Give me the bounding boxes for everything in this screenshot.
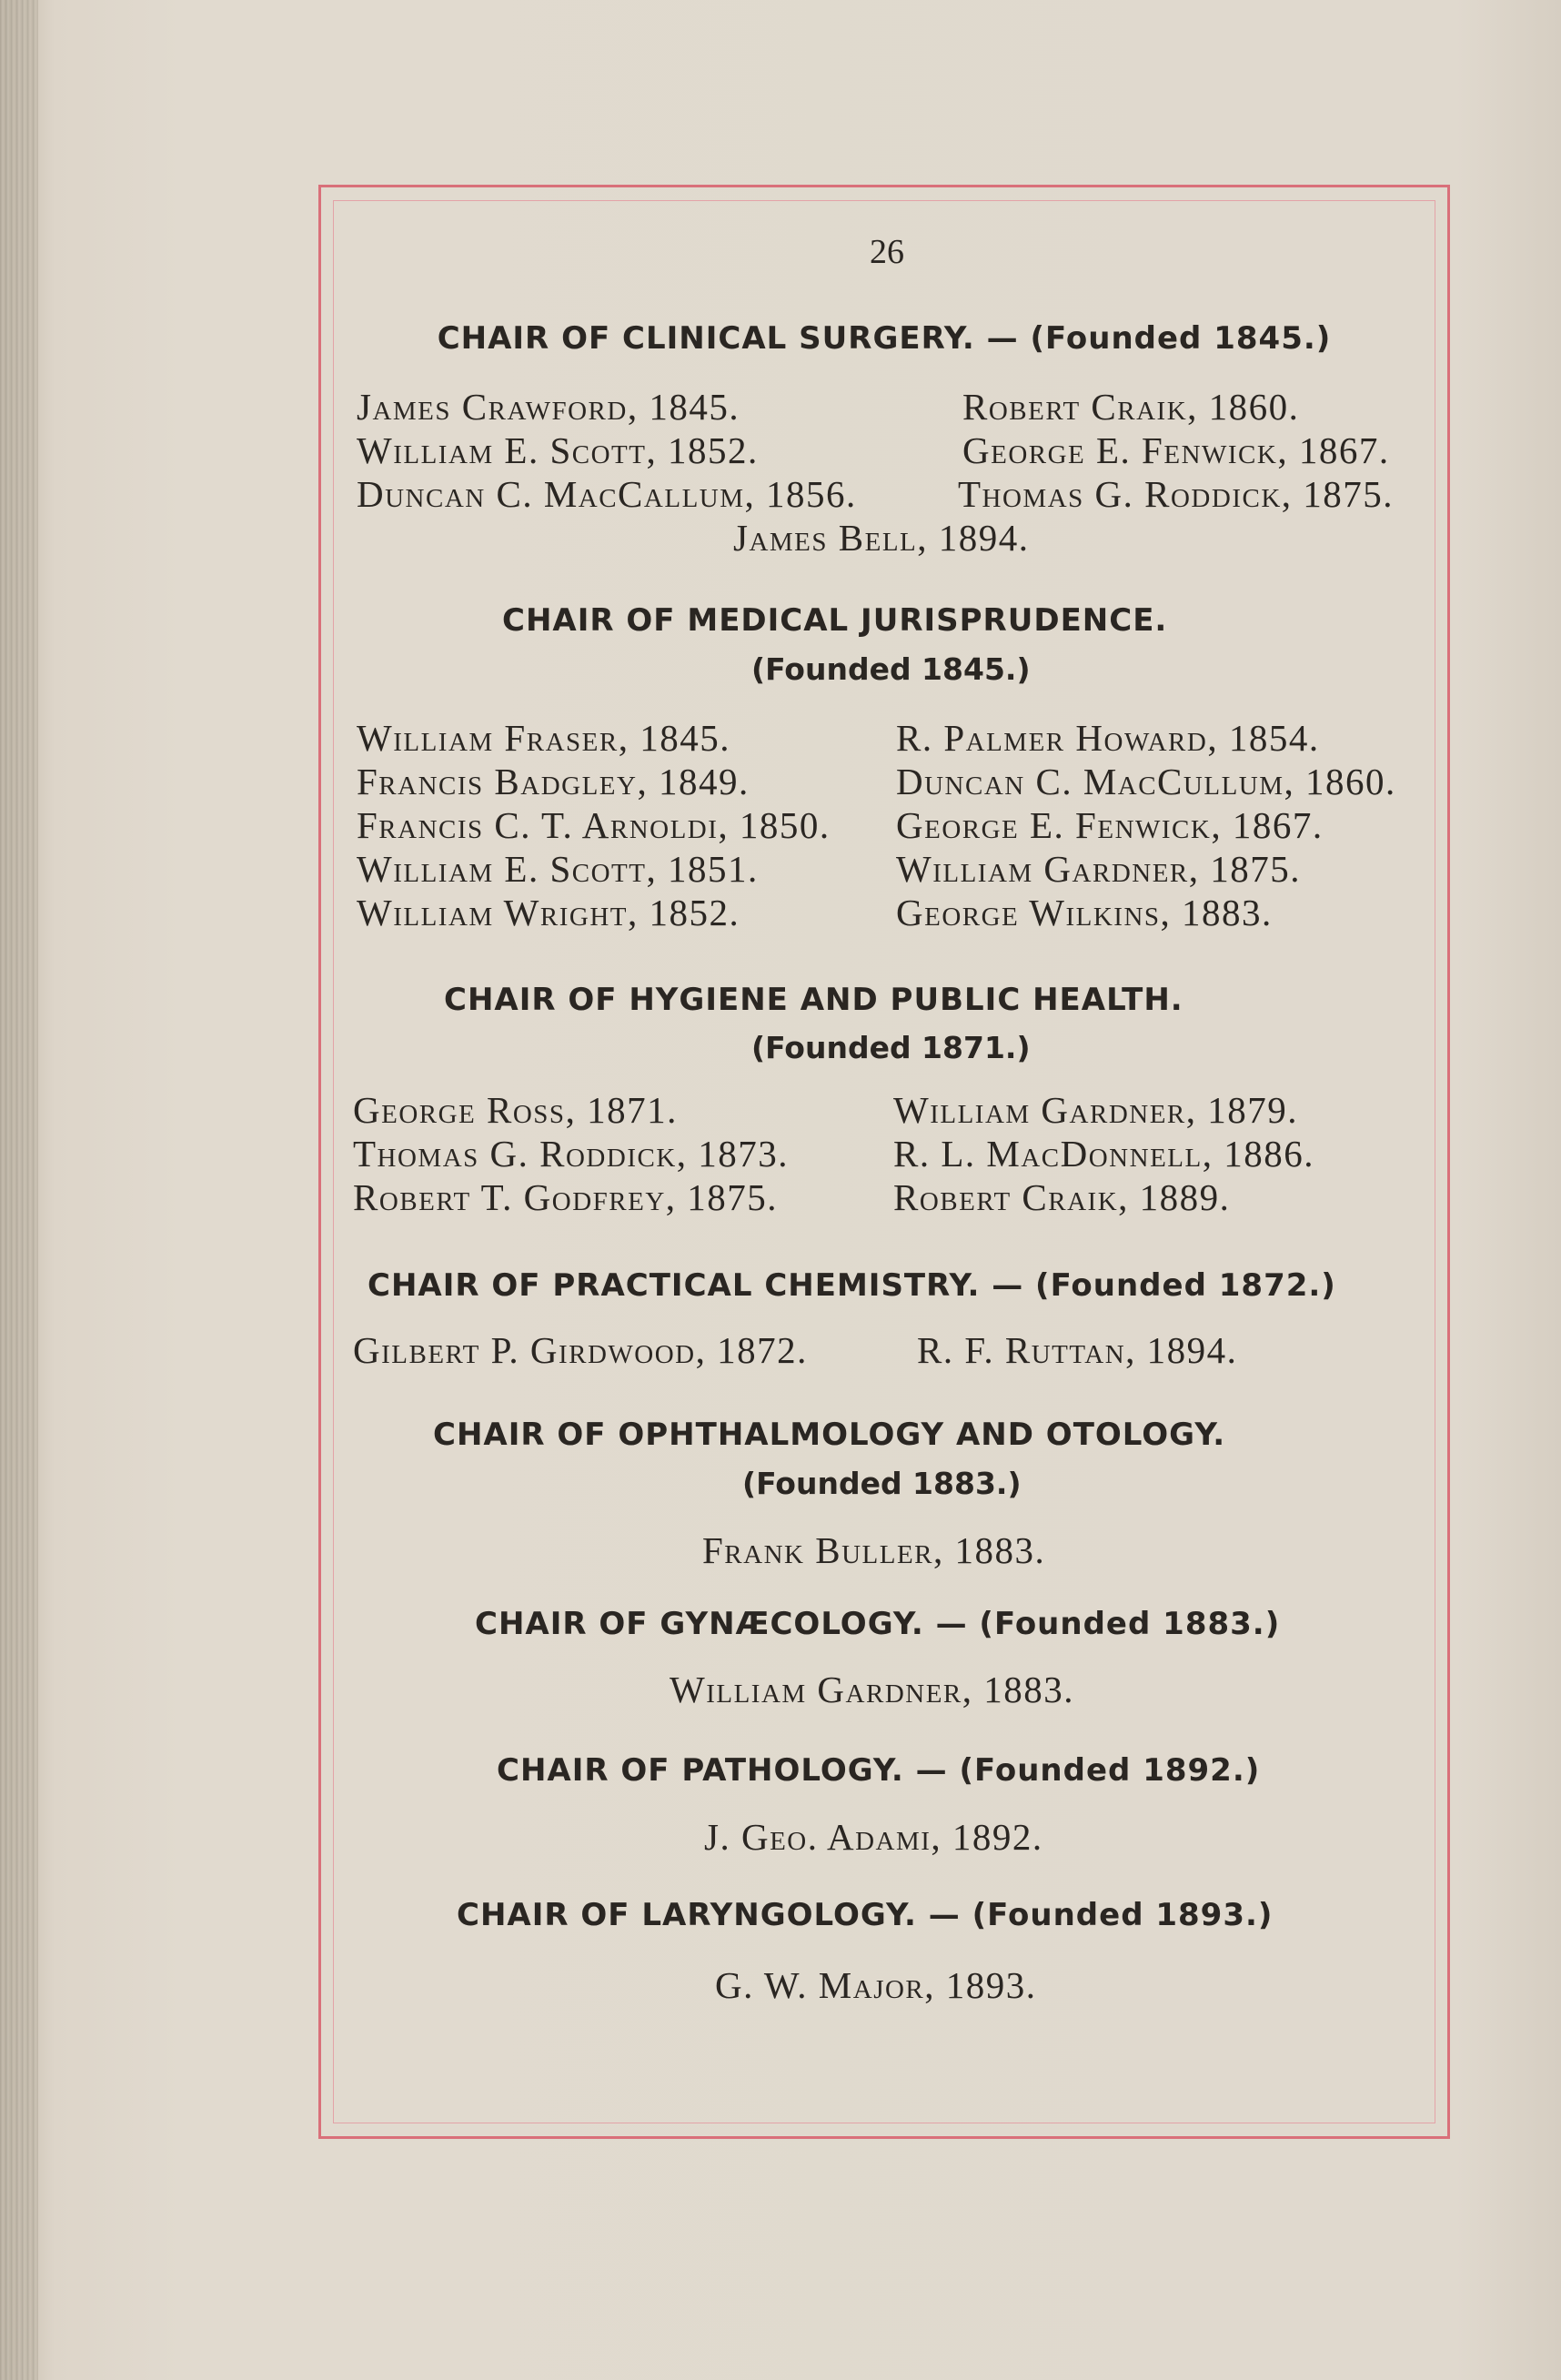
list-item: James Crawford, 1845. [357, 386, 740, 428]
list-item: Robert Craik, 1889. [893, 1176, 1231, 1218]
list-item: G. W. Major, 1893. [715, 1964, 1037, 2006]
section-heading-medical-jurisprudence: CHAIR OF MEDICAL JURISPRUDENCE. [502, 602, 1168, 639]
list-item: William Fraser, 1845. [357, 717, 730, 759]
list-item: George E. Fenwick, 1867. [896, 804, 1324, 846]
section-heading-hygiene: CHAIR OF HYGIENE AND PUBLIC HEALTH. [444, 982, 1183, 1018]
list-item: Francis Badgley, 1849. [357, 761, 750, 802]
list-item: Duncan C. MacCallum, 1856. [357, 473, 857, 515]
founded-note: (Founded 1883.) [742, 1466, 1022, 1501]
list-item: Thomas G. Roddick, 1873. [353, 1133, 790, 1175]
list-item: James Bell, 1894. [733, 517, 1030, 559]
list-item: J. Geo. Adami, 1892. [704, 1816, 1043, 1858]
list-item: R. Palmer Howard, 1854. [896, 717, 1320, 759]
section-heading-ophthalmology: CHAIR OF OPHTHALMOLOGY AND OTOLOGY. [433, 1417, 1226, 1453]
list-item: Gilbert P. Girdwood, 1872. [353, 1329, 808, 1371]
list-item: Thomas G. Roddick, 1875. [958, 473, 1395, 515]
section-heading-pathology: CHAIR OF PATHOLOGY. — (Founded 1892.) [497, 1752, 1261, 1789]
list-item: R. F. Ruttan, 1894. [917, 1329, 1238, 1371]
list-item: Francis C. T. Arnoldi, 1850. [357, 804, 831, 846]
list-item: Frank Buller, 1883. [702, 1529, 1046, 1571]
list-item: William E. Scott, 1852. [357, 429, 759, 471]
list-item: George Ross, 1871. [353, 1089, 678, 1131]
section-heading-gynaecology: CHAIR OF GYNÆCOLOGY. — (Founded 1883.) [475, 1606, 1281, 1642]
page-number: 26 [870, 233, 904, 271]
list-item: George Wilkins, 1883. [896, 892, 1273, 933]
list-item: William Gardner, 1875. [896, 848, 1302, 890]
founded-note: (Founded 1871.) [751, 1030, 1031, 1065]
section-heading-practical-chemistry: CHAIR OF PRACTICAL CHEMISTRY. — (Founded 1872.) [368, 1267, 1336, 1304]
list-item: Robert Craik, 1860. [962, 386, 1300, 428]
founded-note: (Founded 1845.) [751, 651, 1031, 687]
list-item: William Gardner, 1883. [670, 1669, 1075, 1710]
list-item: William E. Scott, 1851. [357, 848, 759, 890]
list-item: Robert T. Godfrey, 1875. [353, 1176, 779, 1218]
list-item: R. L. MacDonnell, 1886. [893, 1133, 1314, 1175]
section-heading-clinical-surgery: CHAIR OF CLINICAL SURGERY. — (Founded 1845.) [437, 320, 1332, 357]
list-item: William Gardner, 1879. [893, 1089, 1299, 1131]
list-item: Duncan C. MacCullum, 1860. [896, 761, 1396, 802]
section-heading-laryngology: CHAIR OF LARYNGOLOGY. — (Founded 1893.) [457, 1897, 1274, 1933]
list-item: William Wright, 1852. [357, 892, 740, 933]
list-item: George E. Fenwick, 1867. [962, 429, 1390, 471]
